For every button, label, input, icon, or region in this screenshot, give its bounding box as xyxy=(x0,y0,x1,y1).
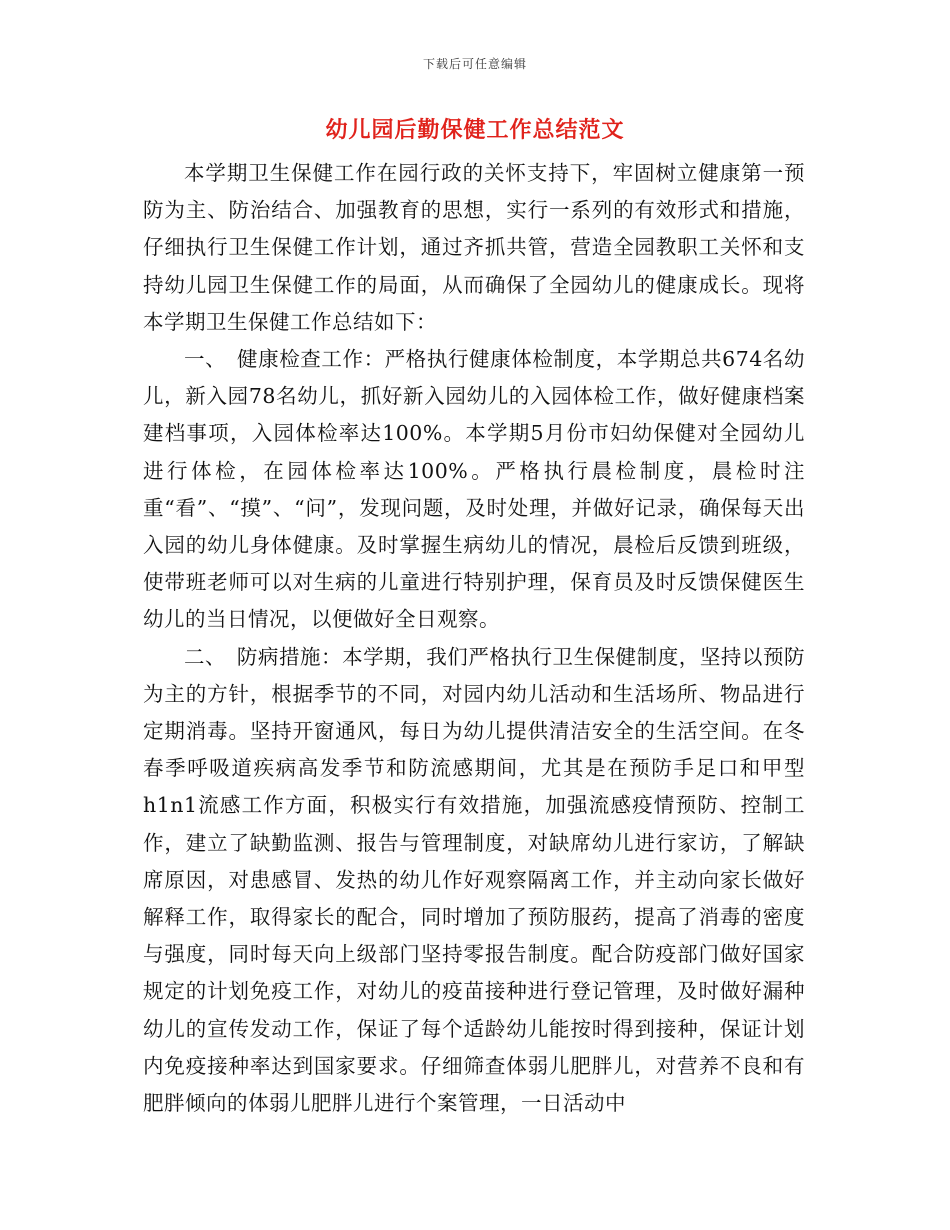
header-note: 下载后可任意编辑 xyxy=(422,57,527,71)
paragraph-intro: 本学期卫生保健工作在园行政的关怀支持下，牢固树立健康第一预防为主、防治结合、加强教育的思想，实行一系列的有效形式和措施，仔细执行卫生保健工作计划，通过齐抓共管，营造全园教职工关怀和支持幼儿园卫生保健工作的局面，从而确保了全园幼儿的健康成长。现将本学期卫生保健工作总结如下： xyxy=(143,161,805,334)
document-body xyxy=(143,155,805,1122)
document-title: 幼儿园后勤保健工作总结范文 xyxy=(325,118,625,143)
paragraph-health-check: 一、 健康检查工作：严格执行健康体检制度，本学期总共674名幼儿，新入园78名幼儿，抓好新入园幼儿的入园体检工作，做好健康档案建档事项，入园体检率达100%。本学期5月份市妇幼保健对全园幼儿进行体检，在园体检率达100%。严格执行晨检制度，晨检时注重“看”、“摸”、“问”，发现问题，及时处理，并做好记录，确保每天出入园的幼儿身体健康。及时掌握生病幼儿的情况，晨检后反馈到班级，使带班老师可以对生病的儿童进行特别护理，保育员及时反馈保健医生幼儿的当日情况，以便做好全日观察。 xyxy=(143,347,805,632)
paragraph-disease-prevention: 二、 防病措施：本学期，我们严格执行卫生保健制度，坚持以预防为主的方针，根据季节的不同，对园内幼儿活动和生活场所、物品进行定期消毒。坚持开窗通风，每日为幼儿提供清洁安全的生活空间。在冬春季呼吸道疾病高发季节和防流感期间，尤其是在预防手足口和甲型h1n1流感工作方面，积极实行有效措施，加强流感疫情预防、控制工作，建立了缺勤监测、报告与管理制度，对缺席幼儿进行家访，了解缺席原因，对患感冒、发热的幼儿作好观察隔离工作，并主动向家长做好解释工作，取得家长的配合，同时增加了预防服药，提高了消毒的密度与强度，同时每天向上级部门坚持零报告制度。配合防疫部门做好国家规定的计划免疫工作，对幼儿的疫苗接种进行登记管理，及时做好漏种幼儿的宣传发动工作，保证了每个适龄幼儿能按时得到接种，保证计划内免疫接种率达到国家要求。仔细筛查体弱儿肥胖儿，对营养不良和有肥胖倾向的体弱儿肥胖儿进行个案管理，一日活动中 xyxy=(143,644,805,1116)
